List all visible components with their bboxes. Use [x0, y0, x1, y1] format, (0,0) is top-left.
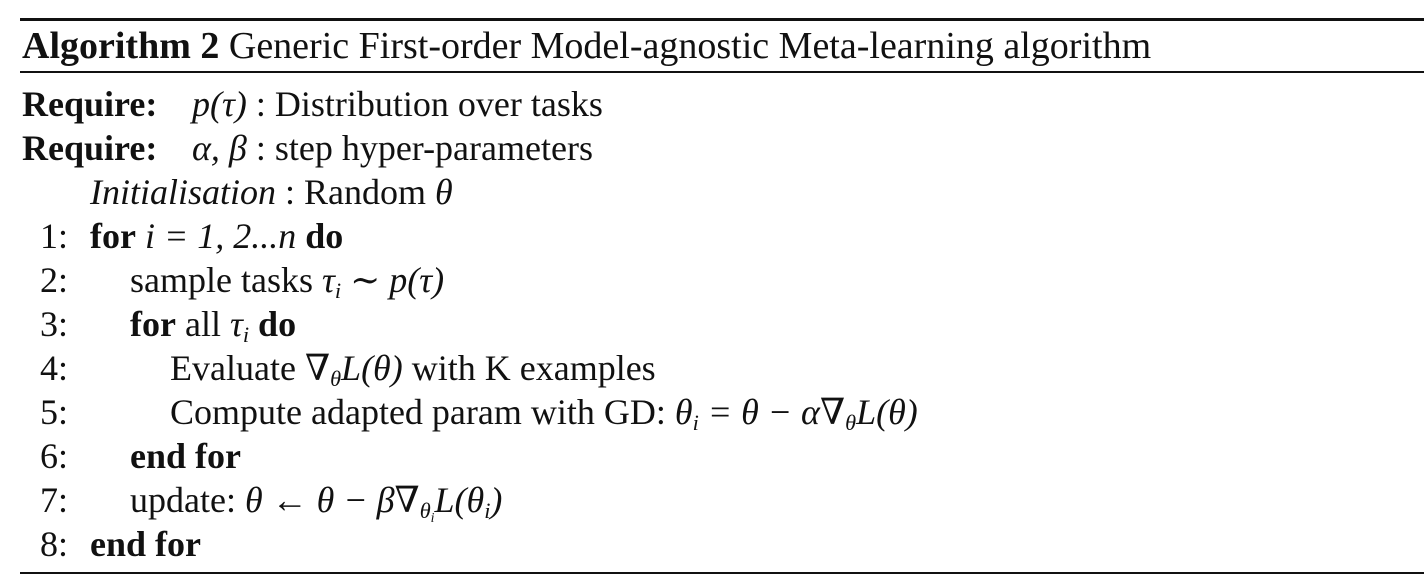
line-text: update:	[130, 480, 245, 520]
line-number: 1:	[40, 216, 69, 256]
algorithm-caption	[22, 24, 1151, 68]
top-rule	[20, 18, 1424, 21]
line-content	[170, 346, 656, 390]
line-number: 7:	[40, 480, 69, 520]
require-content	[192, 126, 593, 170]
require-label: Require:	[22, 84, 158, 124]
line-content	[130, 302, 296, 346]
math-subsubscript: i	[430, 510, 435, 526]
algorithm-title: Generic First-order Model-agnostic Meta-learning algorithm	[228, 25, 1152, 67]
require-content	[192, 82, 603, 126]
keyword-end-for: end for	[130, 436, 241, 476]
math-token: ∼ p(τ)	[341, 260, 445, 300]
keyword-for: for	[90, 216, 136, 256]
line-content	[130, 258, 444, 302]
algorithm-label: Algorithm 2	[22, 25, 220, 67]
math-token: θ	[674, 392, 693, 432]
line-text: Compute adapted param with GD:	[170, 392, 675, 432]
require-math: α, β	[192, 128, 247, 168]
line-number: 8:	[40, 524, 69, 564]
loop-range-math: i = 1, 2...n	[144, 216, 297, 256]
math-subscript: i	[484, 498, 491, 524]
math-subscript: i	[692, 410, 699, 436]
line-text: all	[175, 304, 230, 344]
math-subscript: i	[242, 322, 250, 348]
math-subscript: θ	[845, 410, 857, 436]
math-token: L(θ)	[341, 348, 403, 388]
caption-rule	[20, 71, 1424, 73]
require-label: Require:	[22, 128, 158, 168]
line-content	[130, 478, 503, 526]
initialisation-label: Initialisation	[90, 172, 277, 212]
math-token: L(θ)	[856, 392, 918, 432]
line-number: 4:	[40, 348, 69, 388]
math-subscript	[419, 498, 435, 526]
require-text: : Distribution over tasks	[255, 84, 603, 124]
math-token: τ	[229, 304, 243, 344]
math-token: = θ − α∇	[698, 392, 846, 432]
math-subscript-theta: θ	[419, 498, 431, 524]
keyword-for: for	[130, 304, 176, 344]
keyword-do: do	[305, 216, 344, 256]
math-token: ∇	[304, 348, 331, 388]
math-token: L(θ	[434, 480, 485, 520]
math-subscript: θ	[330, 366, 342, 392]
keyword-end-for: end for	[90, 524, 201, 564]
math-token: τ	[321, 260, 335, 300]
initialisation-math: θ	[435, 172, 453, 212]
line-content	[90, 214, 343, 258]
math-token: θ ← θ − β∇	[244, 480, 420, 520]
require-text: : step hyper-parameters	[255, 128, 593, 168]
math-token: )	[490, 480, 503, 520]
line-number: 6:	[40, 436, 69, 476]
line-number: 5:	[40, 392, 69, 432]
initialisation-content	[90, 170, 453, 214]
require-math: p(τ)	[192, 84, 247, 124]
line-text: with K examples	[402, 348, 656, 388]
bottom-rule	[20, 572, 1424, 574]
line-number: 2:	[40, 260, 69, 300]
line-number: 3:	[40, 304, 69, 344]
keyword-do: do	[258, 304, 297, 344]
initialisation-text: : Random	[285, 172, 427, 212]
line-text: Evaluate	[170, 348, 305, 388]
math-subscript: i	[334, 278, 342, 304]
line-text: sample tasks	[130, 260, 313, 300]
line-content	[170, 390, 918, 434]
